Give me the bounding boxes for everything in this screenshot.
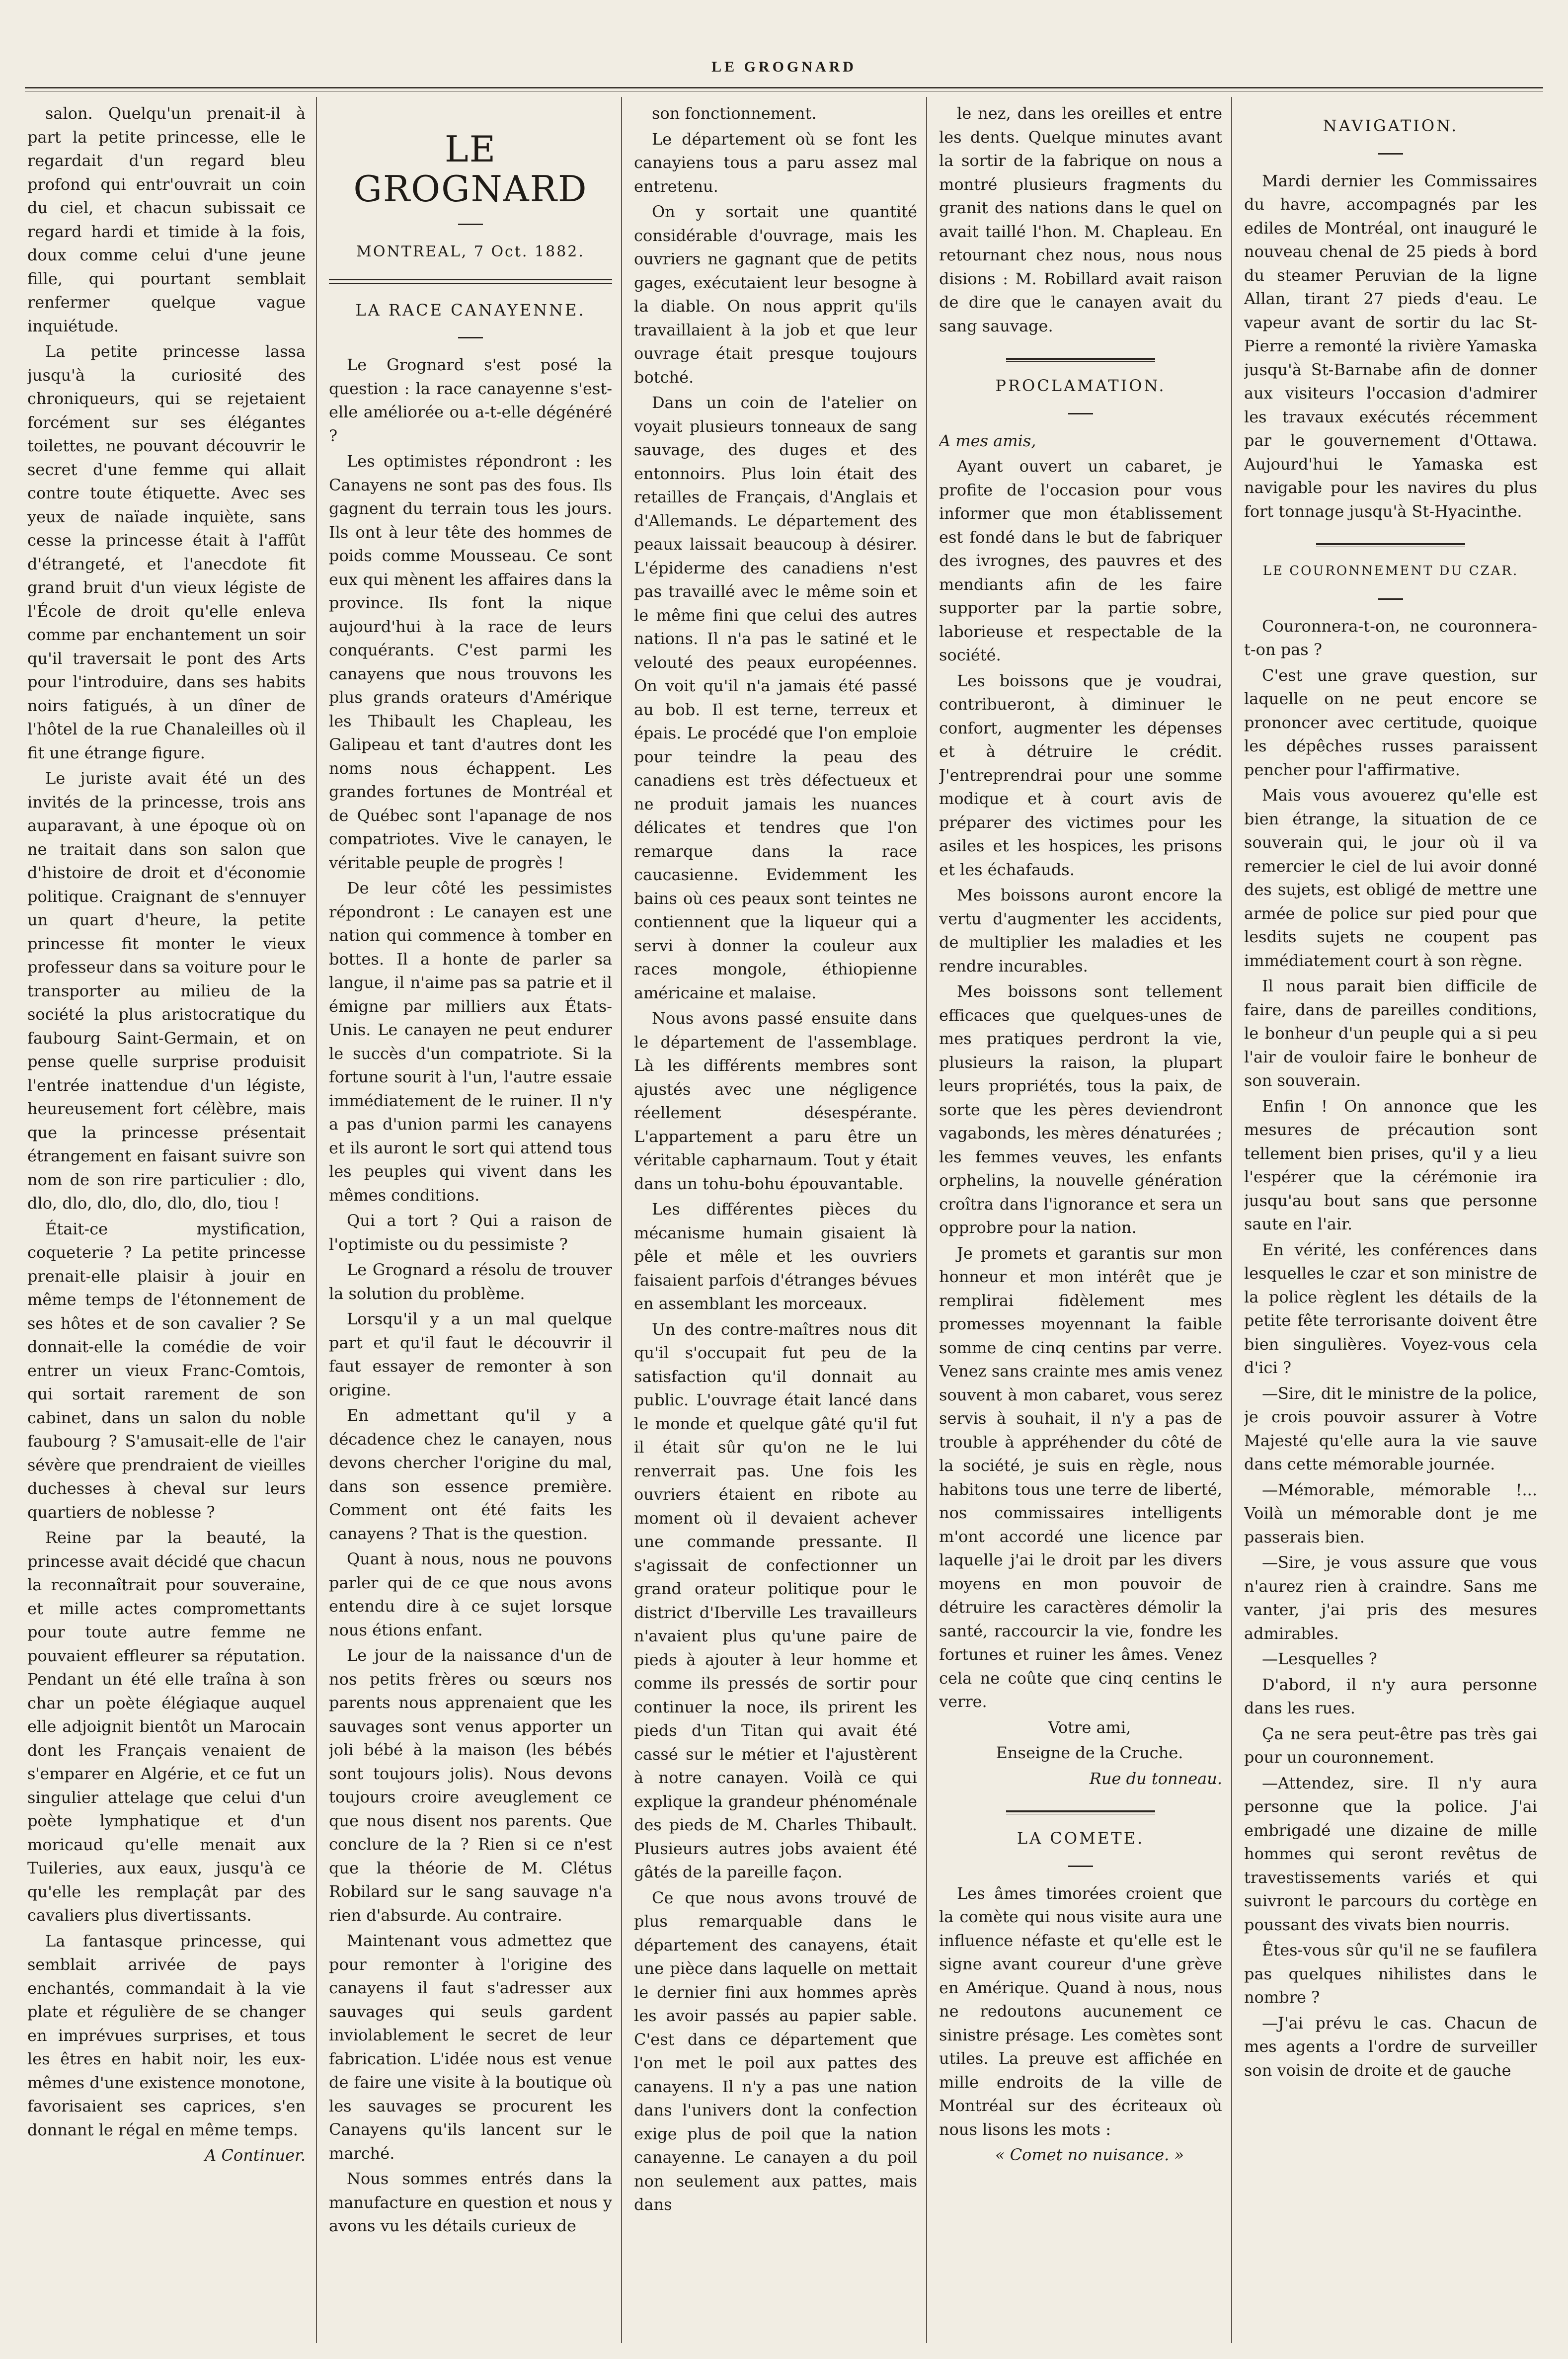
- paragraph: Dans un coin de l'atelier on voyait plusieurs tonneaux de sang sauvage, des duges et des entonnoirs. Plus loin était des retailles de Français, d'Anglais et d'Allemands. Le département des peaux laissait beaucoup à désirer. L'épiderme des canadiens n'est pas travaillé avec le même soin et le même fini que celui des autres nations. Il n'a pas le satiné et le velouté des peaux européennes. On voit qu'il n'a jamais été passé au bob. Il est terne, terreux et épais. Le procédé que l'on emploie pour teindre la peau des canadiens est très défectueux et ne produit jamais les nuances délicates et tendres que l'on remarque dans la race caucasienne. Evidemment les bains où ces peaux sont teintes ne contiennent que la liqueur qui a servi à donner la couleur aux races mongole, éthiopienne américaine et malaise.: [634, 393, 917, 1002]
- paragraph: Ce que nous avons trouvé de plus remarquable dans le département des canayens, était une pièce dans laquelle on mettait le dernier fini aux hommes après les avoir passés au papier sable. C'est dans ce département que l'on met le poil aux pattes des canayens. Il n'y a pas une nation dans l'univers dont la confection exige plus de poil que la nation canayenne. Le canayen a du poil non seulement aux pattes, mais dans: [634, 1888, 917, 2214]
- section-rule: [1316, 543, 1465, 547]
- proclamation-salutation: A mes amis,: [939, 431, 1036, 450]
- headline-dash: [458, 337, 483, 338]
- running-head: LE GROGNARD: [711, 59, 857, 75]
- column-2: [329, 102, 612, 2343]
- proclamation-signature: Enseigne de la Cruche.: [996, 1743, 1183, 1762]
- comete-dash: [1068, 1866, 1093, 1867]
- paragraph: Qui a tort ? Qui a raison de l'optimiste ou du pessimiste ?: [329, 1211, 612, 1254]
- paragraph: salon. Quelqu'un prenait-il à part la petite princesse, elle le regardait d'un regard bleu profond qui entr'ouvrait un coin du ciel, et chacun subissait ce regard hardi et timide à la fois, doux comme celui d'une jeune fille, qui pourtant semblait renfermer quelque vague inquiétude.: [27, 104, 306, 335]
- paragraph: La petite princesse lassa jusqu'à la curiosité des chroniqueurs, qui se rejetaient forcément sur ses élégantes toilettes, ne pouvant découvrir le secret d'une femme qui allait contre toute étiquette. Avec ses yeux de naïade inquiète, sans cesse la princesse était à l'affût d'étrangeté, et l'anecdote fit grand bruit d'un vieux légiste de l'École de droit qu'elle enleva comme par enchantement un soir qu'il traversait le pont des Arts pour l'introduire, dans ses habits noirs fatigués, à un dîner de l'hôtel de la rue Chanaleilles où il fit une étrange figure.: [27, 342, 306, 762]
- paragraph: Je promets et garantis sur mon honneur et mon intérêt que je remplirai fidèlement mes promesses moyennant la faible somme de cinq centins par verre. Venez sans crainte mes amis venez souvent à mon cabaret, vous serez servis à souhait, il n'y a pas de trouble à appréhender du côté de la société, je suis en règle, nous habitons tous une terre de liberté, nos commissaires intelligents m'ont accordé une licence par laquelle j'ai le droit par les divers moyens en mon pouvoir de détruire les caractères démolir la santé, raccourcir la vie, fondre les fortunes et ruiner les âmes. Venez cela ne coûte que cinq centins le verre.: [939, 1243, 1222, 1711]
- paragraph: —Sire, dit le ministre de la police, je crois pouvoir assurer à Votre Majesté qu'elle aura la vie sauve dans cette mémorable journée.: [1244, 1383, 1537, 1473]
- navigation-paragraphs: [1244, 169, 1537, 524]
- paragraph: le nez, dans les oreilles et entre les dents. Quelque minutes avant la sortir de la fabrique on nous a montré plusieurs fragments du granit des nations dans le quel on avait taillé l'hon. M. Chapleau. En retournant chez nous, nous nous disions : M. Robillard avait raison de dire que le canayen avait du sang sauvage.: [939, 104, 1222, 335]
- column-rule: [316, 97, 317, 2343]
- paragraph: —Attendez, sire. Il n'y aura personne que la police. J'ai embrigadé une dizaine de mille hommes qui seront revêtus de travestissements variés et qui suivront le parcours du cortège en poussant des vivats bien nourris.: [1244, 1773, 1537, 1934]
- paragraph: Ça ne sera peut-être pas très gai pour un couronnement.: [1244, 1724, 1537, 1767]
- column-1-paragraphs: [27, 102, 306, 2142]
- czar-dash: [1378, 598, 1403, 600]
- paragraph: Reine par la beauté, la princesse avait décidé que chacun la reconnaîtrait pour souveraine, et mille actes compromettants pour toute autre femme ne pouvaient effleurer sa réputation. Pendant un été elle traîna à son char un poète élégiaque auquel elle adjoignit bientôt un Marocain dont les Français venaient de s'emparer en Algérie, et ce fut un singulier attelage que celui d'un poète lymphatique et d'un moricaud qu'elle menait aux Tuileries, aux eaux, jusqu'à ce qu'elle les remplaçât par des cavaliers plus divertissants.: [27, 1528, 306, 1925]
- paragraph: Était-ce mystification, coqueterie ? La petite princesse prenait-elle plaisir à jouir en même temps de l'étonnement de ses hôtes et de son cavalier ? Se donnait-elle la comédie de voir entrer un vieux Franc-Comtois, qui sortait rarement de son cabinet, dans un salon du noble faubourg ? S'amusait-elle de l'air sévère que prendraient de vieilles duchesses à cheval sur leurs quartiers de noblesse ?: [27, 1219, 306, 1522]
- paragraph: En admettant qu'il y a décadence chez le canayen, nous devons chercher l'origine du mal, dans son essence première. Comment ont été faits les canayens ? That is the question.: [329, 1406, 612, 1543]
- paragraph: Les optimistes répondront : les Canayens ne sont pas des fous. Ils gagnent du terrain tous les jours. Ils ont à leur tête des hommes de poids comme Mousseau. Ce sont eux qui mènent les affaires dans la province. Ils font la nique aujourd'hui à la race de leurs conquérants. C'est parmi les canayens que nous trouvons les plus grands orateurs d'Amérique les Thibault les Chapleau, les Galipeau et tant d'autres dont les noms nous échappent. Les grandes fortunes de Montréal et de Québec sont l'apanage de nos compatriotes. Vive le canayen, le véritable peuple de progrès !: [329, 452, 612, 872]
- paragraph: Lorsqu'il y a un mal quelque part et qu'il faut le découvrir il faut essayer de remonter à son origine.: [329, 1309, 612, 1399]
- paragraph: Couronnera-t-on, ne couronnera-t-on pas ?: [1244, 616, 1537, 659]
- paragraph: Les différentes pièces du mécanisme humain gisaient là pêle et mêle et les ouvriers faisaient parfois d'étranges bévues en assemblant les morceaux.: [634, 1200, 917, 1313]
- masthead-dash: [458, 224, 483, 225]
- czar-heading: LE COURONNEMENT DU CZAR.: [1262, 564, 1519, 578]
- paragraph: Mais vous avouerez qu'elle est bien étrange, la situation de ce souverain qui, le jour où il va remercier le ciel de lui avoir donné des sujets, est obligé de mettre une armée de police sur pied pour que lesdits sujets ne coupent pas immédiatement court à son règne.: [1244, 786, 1537, 970]
- paragraph: Mes boissons sont tellement efficaces que quelques-unes de mes pratiques perdront la vie, plusieurs la raison, la plupart leurs propriétés, tous la paix, de sorte que les pères deviendront vagabonds, les mères dénaturées ; les femmes veuves, les enfants orphelins, la nouvelle génération croîtra dans l'ignorance et sera un opprobre pour la nation.: [939, 982, 1222, 1237]
- column-rule: [621, 97, 622, 2343]
- section-rule: [1006, 1810, 1155, 1814]
- top-rule: [25, 87, 1543, 88]
- paragraph: D'abord, il n'y aura personne dans les rues.: [1244, 1675, 1537, 1717]
- paragraph: On y sortait une quantité considérable d'ouvrage, mais les ouvriers ne gagnant que de petits gages, exécutaient leur besogne à la diable. On nous apprit qu'ils travaillaient à la job et que leur ouvrage était presque toujours botché.: [634, 202, 917, 387]
- paragraph: Enfin ! On annonce que les mesures de précaution sont tellement bien prises, qu'il y a lieu l'espérer que la cérémonie ira jusqu'au bout sans que personne saute en l'air.: [1244, 1096, 1537, 1233]
- paragraph: Il nous parait bien difficile de faire, dans de pareilles conditions, le bonheur d'un peuple qui a si peu l'air de vouloir faire le bonheur de son souverain.: [1244, 976, 1537, 1090]
- paragraph: La fantasque princesse, qui semblait arrivée de pays enchantés, commandait à la vie plate et régulière de se changer en imprévues surprises, et tous les êtres en habit noir, les eux-mêmes d'une existence monotone, favorisaient ses caprices, s'en donnant le régal en même temps.: [27, 1931, 306, 2139]
- column-rule: [926, 97, 927, 2343]
- paragraph: Ayant ouvert un cabaret, je profite de l'occasion pour vous informer que mon établissement est fondé dans le but de fabriquer des ivrognes, des pauvres et des mendiants afin de les faire supporter par la partie sobre, laborieuse et respectable de la société.: [939, 457, 1222, 664]
- headline-race-canayenne: LA RACE CANAYENNE.: [355, 300, 586, 320]
- paragraph: —Lesquelles ?: [1262, 1649, 1377, 1668]
- paragraph: Le Grognard a résolu de trouver la solution du problème.: [329, 1260, 612, 1303]
- paragraph: Maintenant vous admettez que pour remonter à l'origine des canayens il faut s'adresser aux sauvages qui seuls gardent inviolablement le secret de leur fabrication. L'idée nous est venue de faire une visite à la boutique où les sauvages se procurent les Canayens qu'ils lancent sur le marché.: [329, 1931, 612, 2163]
- proclamation-heading: PROCLAMATION.: [995, 376, 1166, 395]
- paragraph: —Mémorable, mémorable !... Voilà un mémorable dont je me passerais bien.: [1244, 1480, 1537, 1546]
- paragraph: Le juriste avait été un des invités de la princesse, trois ans auparavant, à une époque où on ne traitait dans son salon que d'histoire de droit et d'économie politique. Craignant de s'ennuyer un quart d'heure, la petite princesse fit monter le vieux professeur dans sa voiture pour le transporter au milieu de la société la plus aristocratique du faubourg Saint-Germain, et on pense quelle surprise produisit l'entrée inattendue d'un légiste, heureusement fort célèbre, mais que la princesse présentait étrangement en faisant suivre son nom de son rire particulier : dlo, dlo, dlo, dlo, dlo, dlo, dlo, tiou !: [27, 769, 306, 1213]
- column-1: [27, 102, 306, 2343]
- comete-paragraphs: [939, 1882, 1222, 2142]
- paragraph: —Sire, je vous assure que vous n'aurez rien à craindre. Sans me vanter, j'ai pris des mesures admirables.: [1244, 1553, 1537, 1643]
- navigation-heading: NAVIGATION.: [1323, 116, 1459, 135]
- navigation-dash: [1378, 153, 1403, 155]
- column-3-paragraphs: [634, 102, 917, 2217]
- paragraph: De leur côté les pessimistes répondront : Le canayen est une nation qui commence à tomber en bottes. Il a honte de parler sa langue, il n'aime pas sa patrie et il émigne par milliers aux États-Unis. Le canayen ne peut endurer le succès d'un compatriote. Si la fortune sourit à l'un, l'autre essaie immédiatement de le ruiner. Il n'y a pas d'union parmi les canayens et ils auront le sort qui attend tous les peuples qui vivent dans les mêmes conditions.: [329, 879, 612, 1205]
- masthead-title: LE GROGNARD: [353, 128, 588, 210]
- paragraph: C'est une grave question, sur laquelle on ne peut encore se prononcer avec certitude, quoique les dépêches russes paraissent pencher pour l'affirmative.: [1244, 665, 1537, 779]
- column-4-top-paragraphs: [939, 102, 1222, 338]
- masthead-rule: [329, 279, 612, 280]
- proclamation-dash: [1068, 413, 1093, 414]
- paragraph: Mes boissons auront encore la vertu d'augmenter les accidents, de multiplier les maladies et les rendre incurables.: [939, 886, 1222, 976]
- paragraph: Êtes-vous sûr qu'il ne se faufilera pas quelques nihilistes dans le nombre ?: [1244, 1941, 1537, 2007]
- column-3: [634, 102, 917, 2343]
- column-5: [1244, 102, 1537, 2343]
- paragraph: Nous avons passé ensuite dans le département de l'assemblage. Là les différents membres sont ajustés avec une négligence réellement désespérante. L'appartement a paru être un véritable capharnaum. Tout y était dans un tohu-bohu épouvantable.: [634, 1009, 917, 1193]
- paragraph: Les âmes timorées croient que la comète qui nous visite aura une influence néfaste et qu'elle est le signe avant coureur d'une grève en Amérique. Quand à nous, nous ne redoutons aucunement ce sinistre présage. Les comètes sont utiles. La preuve est affichée en mille endroits de la ville de Montréal sur des écriteaux où nous lisons les mots :: [939, 1883, 1222, 2139]
- masthead-rule-thin: [329, 283, 612, 284]
- paragraph: —J'ai prévu le cas. Chacun de mes agents a l'ordre de surveiller son voisin de droite et de gauche: [1244, 2013, 1537, 2080]
- paragraph: son fonctionnement.: [652, 104, 817, 123]
- proclamation-address: Rue du tonneau.: [1089, 1769, 1222, 1788]
- paragraph: Un des contre-maîtres nous dit qu'il s'occupait fut peu de la satisfaction qu'il donnait au public. L'ouvrage était lancé dans le monde et quelque gâté qu'il fut il était sûr qu'on ne le lui renverrait pas. Une fois les ouvriers étaient en ribote au moment où il devaient achever une commande pressante. Il s'agissait de confectionner un grand orateur politique pour le district d'Iberville Les travailleurs n'avaient plus qu'une paire de pieds à ajouter à leur homme et comme ils pressés de sortir pour continuer la noce, ils prirent les pieds d'un Titan qui avait été cassé sur le métier et l'ajustèrent à notre canayen. Voilà ce qui explique la grandeur phénoménale des pieds de M. Charles Thibault. Plusieurs autres jobs avaient été gâtés de la pareille façon.: [634, 1319, 917, 1881]
- comete-heading: LA COMETE.: [1017, 1829, 1145, 1848]
- paragraph: Le jour de la naissance d'un de nos petits frères ou sœurs nos parents nous apprenaient que les sauvages sont venus apporter un joli bébé à la maison (les bébés sont toujours jolis). Nous devons toujours croire aveuglement ce que nous disent nos parents. Que conclure de la ? Rien si ce n'est que la théorie de M. Clétus Robilard sur le sang sauvage n'a rien d'absurde. Au contraire.: [329, 1646, 612, 1925]
- proclamation-closing: Votre ami,: [1048, 1717, 1131, 1737]
- paragraph: Quant à nous, nous ne pouvons parler qui de ce que nous avons entendu dire à ce sujet lorsque nous étions enfant.: [329, 1549, 612, 1639]
- comete-quote: « Comet no nuisance. »: [995, 2145, 1184, 2164]
- paragraph: Les boissons que je voudrai, contribueront, à diminuer le confort, augmenter les dépenses et à détruire le crédit. J'entreprendrai pour une somme modique et à court avis de préparer des victimes pour les asiles et les hospices, les prisons et les échafauds.: [939, 671, 1222, 879]
- column-rule: [1231, 97, 1232, 2343]
- czar-paragraphs: [1244, 615, 1537, 2083]
- dateline: MONTREAL, 7 Oct. 1882.: [356, 243, 585, 260]
- column-4: [939, 102, 1222, 2343]
- continued-note: A Continuer.: [205, 2146, 306, 2165]
- paragraph: Le Grognard s'est posé la question : la race canayenne s'est-elle améliorée ou a-t-elle dégénéré ?: [329, 355, 612, 445]
- paragraph: En vérité, les conférences dans lesquelles le czar et son ministre de la police règlent les détails de la petite fête terrorisante doivent être bien singulières. Voyez-vous cela d'ici ?: [1244, 1240, 1537, 1377]
- paragraph: Le département où se font les canayiens tous a paru assez mal entretenu.: [634, 129, 917, 196]
- paragraph: Mardi dernier les Commissaires du havre, accompagnés par les ediles de Montréal, ont inauguré le nouveau chenal de 25 pieds à bord du steamer Peruvian de la ligne Allan, tirant 27 pieds d'eau. Le vapeur avant de sortir du lac St-Pierre a remonté la rivière Yamaska jusqu'à St-Barnabe afin de donner aux visiteurs l'occasion d'admirer les travaux exécutés récemment par le gouvernement d'Ottawa. Aujourd'hui le Yamaska est navigable pour les navires du plus fort tonnage jusqu'à St-Hyacinthe.: [1244, 171, 1537, 521]
- section-rule: [1006, 358, 1155, 362]
- proclamation-paragraphs: [939, 455, 1222, 1714]
- paragraph: Nous sommes entrés dans la manufacture en question et nous y avons vu les détails curieux de: [329, 2169, 612, 2235]
- column-2-paragraphs: [329, 353, 612, 2238]
